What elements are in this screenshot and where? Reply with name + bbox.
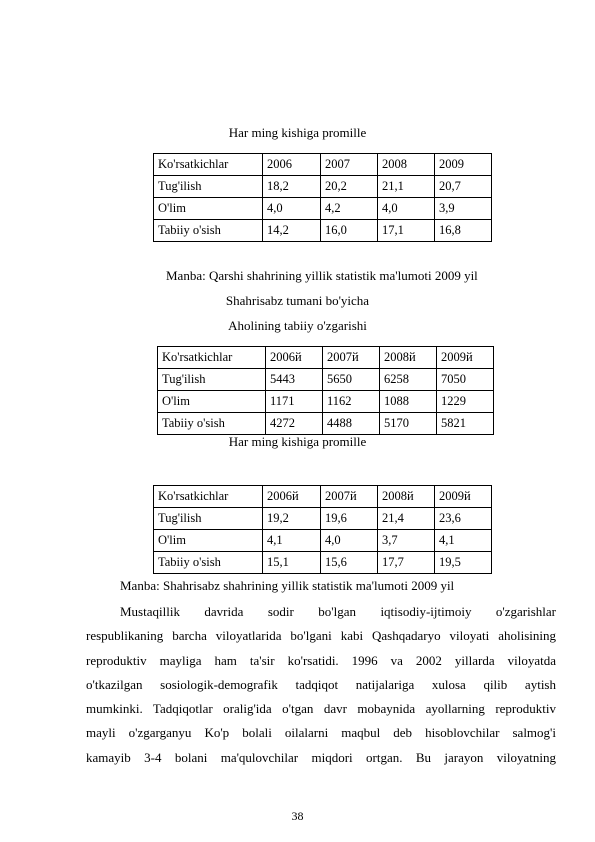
paragraph-line: mumkinki. Tadqiqotlar oralig'ida o'tgan davr mobaynida ayollarning reproduktiv <box>86 701 556 717</box>
paragraph-line: o'tkazilgan sosiologik-demografik tadqiqot natijalariga xulosa qilib aytish <box>86 676 556 692</box>
body-paragraph <box>86 600 556 770</box>
table-header-cell: 2007й <box>321 486 378 508</box>
table-cell: 14,2 <box>263 220 321 242</box>
table-cell: Tabiiy o'sish <box>154 220 263 242</box>
table-cell: 4,1 <box>263 530 321 552</box>
table-cell: 4,0 <box>378 198 435 220</box>
table-cell: Tabiiy o'sish <box>158 413 266 435</box>
table-cell: 1171 <box>266 391 323 413</box>
table3-source: Manba: Shahrisabz shahrining yillik statistik ma'lumoti 2009 yil <box>120 578 455 593</box>
paragraph-line: Mustaqillik davrida sodir bo'lgan iqtisodiy-ijtimoiy o'zgarishlar <box>120 604 556 619</box>
table-cell: 1229 <box>437 391 494 413</box>
table-header-cell: 2006й <box>266 347 323 369</box>
table-cell: 19,5 <box>435 552 492 574</box>
table-cell: 4,1 <box>435 530 492 552</box>
table-cell: 4272 <box>266 413 323 435</box>
table-cell: 3,9 <box>435 198 492 220</box>
table-cell: O'lim <box>154 530 263 552</box>
table-cell: 17,7 <box>378 552 435 574</box>
table-cell: 1088 <box>380 391 437 413</box>
table-header-cell: 2006й <box>263 486 321 508</box>
table-header-cell: Ko'rsatkichlar <box>154 154 263 176</box>
table-header-cell: 2007й <box>323 347 380 369</box>
table-row <box>158 369 494 391</box>
table-cell: 20,7 <box>435 176 492 198</box>
table-cell: 1162 <box>323 391 380 413</box>
table3 <box>153 485 492 574</box>
table-header-cell: 2008й <box>380 347 437 369</box>
table-cell: 4,0 <box>321 530 378 552</box>
table-cell: 19,2 <box>263 508 321 530</box>
table-cell: 17,1 <box>378 220 435 242</box>
table-cell: 15,1 <box>263 552 321 574</box>
table1-header-row <box>154 154 492 176</box>
table2-title-line1: Shahrisabz tumani bo'yicha <box>225 293 370 308</box>
table-header-cell: Ko'rsatkichlar <box>154 486 263 508</box>
table-cell: 4,2 <box>321 198 378 220</box>
table-cell: 16,8 <box>435 220 492 242</box>
table-header-cell: 2009й <box>437 347 494 369</box>
table-row <box>158 391 494 413</box>
table-cell: 21,1 <box>378 176 435 198</box>
table-row <box>158 413 494 435</box>
table-cell: 5821 <box>437 413 494 435</box>
table-cell: 7050 <box>437 369 494 391</box>
table-cell: 5443 <box>266 369 323 391</box>
table1-caption: Har ming kishiga promille <box>228 125 367 140</box>
table-cell: Tabiiy o'sish <box>154 552 263 574</box>
table-cell: 3,7 <box>378 530 435 552</box>
table-cell: 21,4 <box>378 508 435 530</box>
page-number: 38 <box>291 809 304 823</box>
paragraph-line: reproduktiv mayliga ham ta'sir ko'rsatidi. 1996 va 2002 yillarda viloyatda <box>86 652 556 668</box>
table-cell: Tug'ilish <box>158 369 266 391</box>
table3-caption: Har ming kishiga promille <box>228 434 367 449</box>
table-row <box>154 530 492 552</box>
table2-title-line2: Aholining tabiiy o'zgarishi <box>228 318 367 333</box>
table-header-cell: 2008 <box>378 154 435 176</box>
table-cell: 23,6 <box>435 508 492 530</box>
table-row <box>154 198 492 220</box>
table2 <box>157 346 494 435</box>
table-cell: 15,6 <box>321 552 378 574</box>
table-header-cell: 2007 <box>321 154 378 176</box>
table-cell: Tug'ilish <box>154 508 263 530</box>
table-cell: 5170 <box>380 413 437 435</box>
table-cell: Tug'ilish <box>154 176 263 198</box>
table-cell: 4,0 <box>263 198 321 220</box>
table-header-cell: 2008й <box>378 486 435 508</box>
paragraph-line: respublikaning barcha viloyatlarida bo'lgani kabi Qashqadaryo viloyati aholisining <box>86 628 556 644</box>
table-row <box>154 552 492 574</box>
table-row <box>154 220 492 242</box>
paragraph-line: mayli o'zgarganyu Ko'p bolali oilalarni maqbul deb hisoblovchilar salmog'i <box>86 725 556 741</box>
table-cell: O'lim <box>154 198 263 220</box>
table-header-cell: 2006 <box>263 154 321 176</box>
table-header-cell: Ko'rsatkichlar <box>158 347 266 369</box>
table-cell: 4488 <box>323 413 380 435</box>
table-cell: 5650 <box>323 369 380 391</box>
table-cell: 19,6 <box>321 508 378 530</box>
table-header-cell: 2009 <box>435 154 492 176</box>
table-header-cell: 2009й <box>435 486 492 508</box>
table-cell: 20,2 <box>321 176 378 198</box>
table1 <box>153 153 492 242</box>
table-row <box>154 176 492 198</box>
table-row <box>154 508 492 530</box>
table1-source: Manba: Qarshi shahrining yillik statistik ma'lumoti 2009 yil <box>166 268 478 283</box>
table2-header-row <box>158 347 494 369</box>
paragraph-line: kamayib 3-4 bolani ma'qulovchilar miqdori ortgan. Bu jarayon viloyatning <box>86 749 556 765</box>
table-cell: 6258 <box>380 369 437 391</box>
table-cell: 18,2 <box>263 176 321 198</box>
table3-header-row <box>154 486 492 508</box>
table-cell: 16,0 <box>321 220 378 242</box>
table-cell: O'lim <box>158 391 266 413</box>
